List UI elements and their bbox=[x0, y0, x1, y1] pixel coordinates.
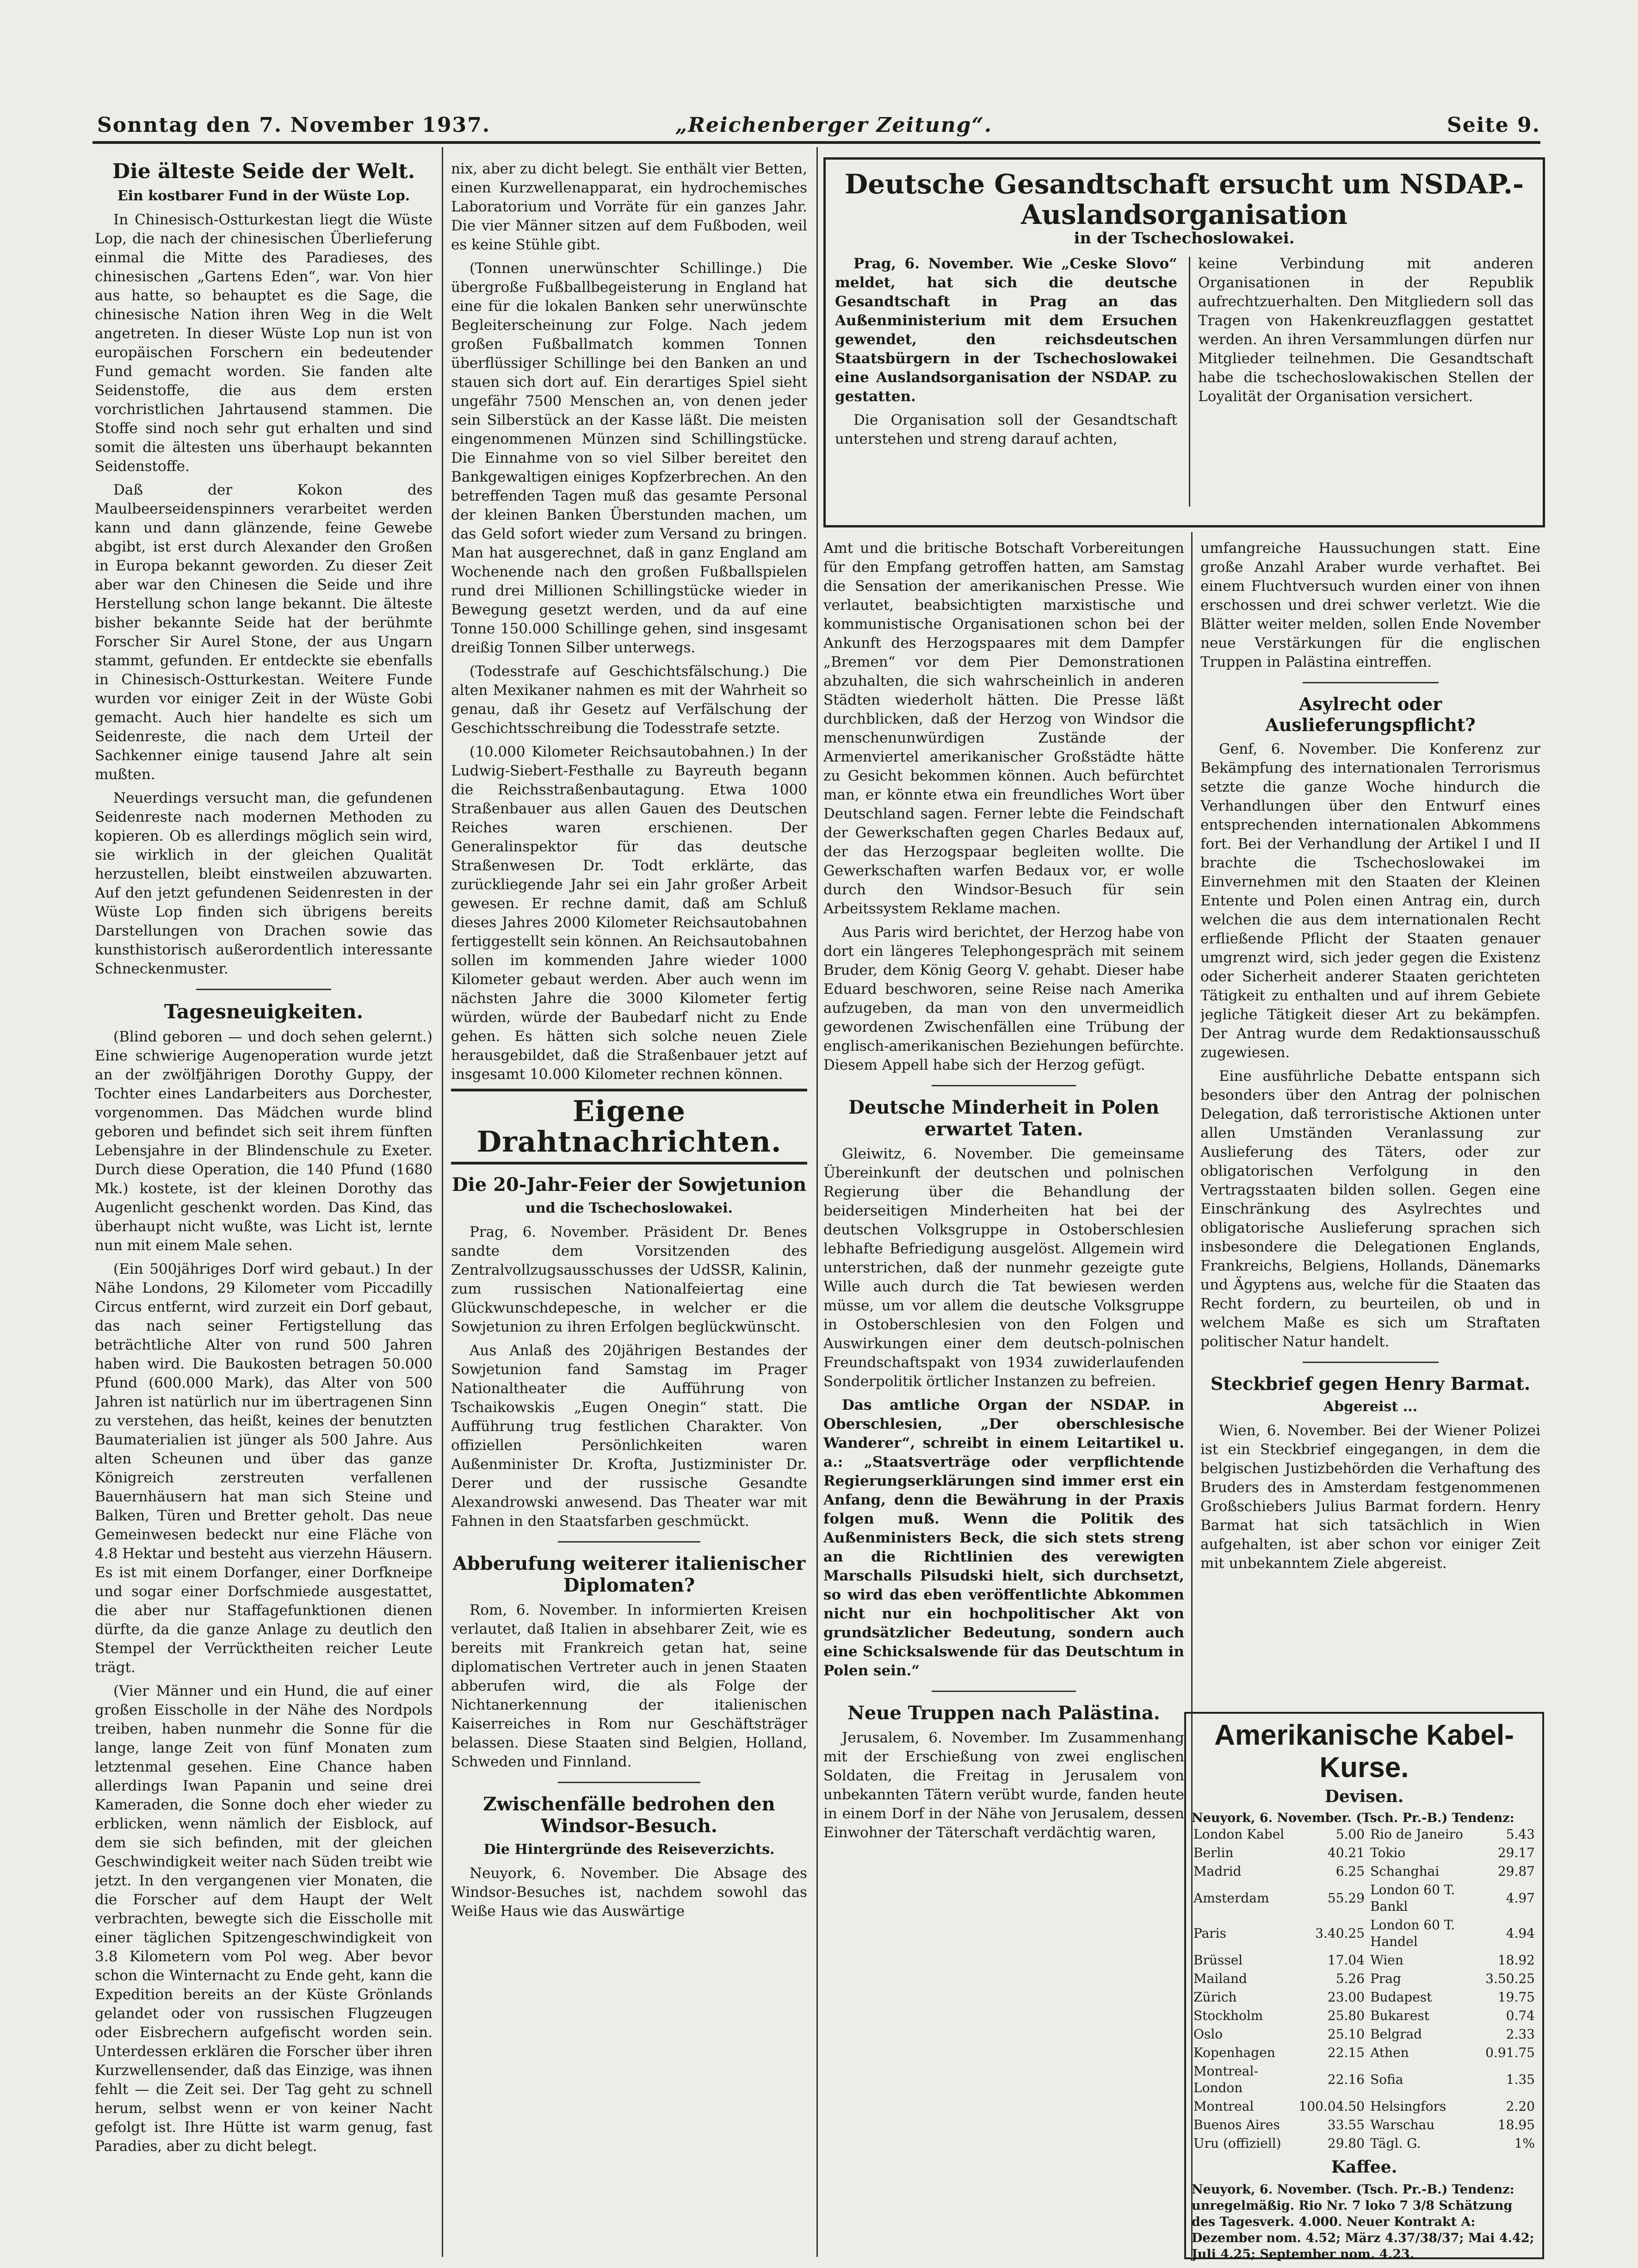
rates-label: Rio de Janeiro bbox=[1370, 1827, 1463, 1842]
header-paper-name: „Reichenberger Zeitung“. bbox=[675, 113, 993, 137]
rates-intro: Neuyork, 6. November. (Tsch. Pr.-B.) Tendenz: bbox=[1192, 1811, 1514, 1825]
article-subtitle: Abgereist ... bbox=[1323, 1399, 1418, 1415]
article-subtitle: und die Tschechoslowakei. bbox=[525, 1200, 733, 1216]
column-1 bbox=[95, 160, 433, 2256]
rates-label: Tokio bbox=[1370, 1845, 1406, 1860]
rates-label: Uru (offiziell) bbox=[1193, 2136, 1281, 2151]
article-paragraph: Das amtliche Organ der NSDAP. in Oberschlesien, „Der oberschlesische Wanderer“, schreibt in einem Leitartikel u. a.: „Staatsverträge oder verpflichtende Regierungserklärungen sind immer erst ein Anfang, denn die Bewährung in der Praxis folgen muß. Wenn die Politik des Außenministers Beck, die sich stets streng an die Richtlinien des verewigten Marschalls Pilsudski hielt, sich durchsetzt, so wird das eben veröffentlichte Abkommen nicht nur ein hochpolitischer Akt von grundsätzlicher Bedeutung, sondern auch eine Schicksalswende für das Deutschtum in Polen sein.“ bbox=[823, 1397, 1184, 1679]
rates-value: 0.91.75 bbox=[1485, 2045, 1535, 2060]
rates-value: 22.15 bbox=[1327, 2045, 1365, 2060]
rates-label: London 60 T. Handel bbox=[1370, 1917, 1455, 1949]
rates-label: Zürich bbox=[1193, 1989, 1237, 2005]
section-divider bbox=[1303, 682, 1439, 683]
rates-value: 25.80 bbox=[1327, 2008, 1365, 2023]
column-rule bbox=[442, 147, 443, 2257]
article-paragraph: umfangreiche Haussuchungen statt. Eine große Anzahl Araber wurde verhaftet. Bei einem Fluchtversuch wurden einer von ihnen erschossen und drei schwer verletzt. Wie die Blätter weiter melden, sollen Ende November neue Verstärkungen für die englischen Truppen in Palästina eintreffen. bbox=[1200, 540, 1540, 670]
coffee-text: Neuyork, 6. November. (Tsch. Pr.-B.) Tendenz: unregelmäßig. Rio Nr. 7 loko 7 3/8 Schätzung des Tagesverk. 4.000. Neuer Kontrakt A: Dezember nom. 4.52; März 4.37/38/37; Mai 4.42; Juli 4.25; September nom. 4.23. bbox=[1192, 2182, 1534, 2262]
news-item: (Tonnen unerwünschter Schillinge.) Die übergroße Fußballbegeisterung in England hat eine für die lokalen Banken sehr unerwünschte Begleiterscheinung zur Folge. Nach jedem großen Fußballmatch kommen Tonnen überflüssiger Schillinge bei den Banken an und stauen sich dort auf. Ein derartiges Spiel sieht ungefähr 7500 Menschen an, von denen jeder sein Silberstück an der Kasse läßt. Die meisten eingenommenen Münzen sind Schillingstücke. Die Einnahme von so viel Silber bereitet den Bankgewaltigen einiges Kopfzerbrechen. An den betreffenden Tagen muß das gesamte Personal der kleinen Banken Überstunden machen, um das Geld sofort wieder zum Versand zu bringen. Man hat ausgerechnet, daß in ganz England am Wochenende nach den großen Fußballspielen rund drei Millionen Schillingstücke wieder in Bewegung gesetzt werden, und da auf eine Tonne 150.000 Schillinge gehen, sind insgesamt dreißig Tonnen Silber unterwegs. bbox=[451, 260, 807, 656]
article-paragraph: Eine ausführliche Debatte entspann sich besonders über den Antrag der polnischen Delegation, daß terroristische Aktionen unter allen Umständen Veranlassung zur Auslieferung des Täters, oder zur obligatorischen Verfolgung in den Vertragsstaaten bilden sollen. Gegen eine Einschränkung des Asylrechtes und obligatorische Auslieferung sprachen sich insbesondere die Delegationen Englands, Frankreichs, Belgiens, Hollands, Dänemarks und Ägyptens aus, welche für die Staaten das Recht fordern, zu beurteilen, ob und in welchem Maße es sich um Straftaten politischer Natur handelt. bbox=[1200, 1068, 1540, 1350]
news-item: (Vier Männer und ein Hund, die auf einer großen Eisscholle in der Nähe des Nordpols treiben, haben nunmehr die Sonne für die lange, lange Zeit von fünf Monaten zum letztenmal gesehen. Eine Chance haben allerdings Iwan Papanin und seine drei Kameraden, die Sonne doch eher wieder zu erblicken, wenn nämlich der Eisblock, auf dem sie sich befinden, mit der gleichen Geschwindigkeit weiter nach Süden treibt wie jetzt. In den vergangenen vier Monaten, die die Forscher auf dem Haupt der Welt verbrachten, bewegte sich die Eisscholle mit einer täglichen Spitzengeschwindigkeit von 3.8 Kilometern vom Pol weg. Aber bevor schon die Winternacht zu Ende geht, kann die Expedition bereits an der Küste Grönlands gelandet oder von russischen Flugzeugen oder Eisbrechern aufgefischt worden sein. Unterdessen erklären die Forscher über ihren Kurzwellensender, daß das Einzige, was ihnen fehlt — die Zeit sei. Der Tag geht zu schnell herum, selbst wenn er von keiner Nacht gefolgt ist. Ihre Hütte ist warm genug, fast Paradies, aber zu dicht belegt. bbox=[95, 1683, 433, 2155]
coffee-subtitle: Kaffee. bbox=[1331, 2157, 1397, 2177]
rates-row bbox=[1191, 1951, 1538, 1970]
article-title: Neue Truppen nach Palästina. bbox=[847, 1702, 1160, 1724]
rates-value: 2.20 bbox=[1506, 2099, 1535, 2114]
rates-label: Kopenhagen bbox=[1193, 2045, 1275, 2060]
rates-title: Kurse. bbox=[1319, 1752, 1409, 1784]
rates-value: 3.40.25 bbox=[1315, 1926, 1365, 1941]
column-4 bbox=[1200, 539, 1540, 1710]
header-date: Sonntag den 7. November 1937. bbox=[97, 113, 491, 137]
featured-article-box bbox=[823, 157, 1545, 527]
section-divider bbox=[558, 1782, 700, 1783]
news-item: (10.000 Kilometer Reichsautobahnen.) In der Ludwig-Siebert-Festhalle zu Bayreuth begann die Reichsstraßenbautagung. Etwa 1000 Straßenbauer aus allen Gauen des Deutschen Reiches waren erschienen. Der Generalinspektor für das deutsche Straßenwesen Dr. Todt erklärte, das zurückliegende Jahr sei ein Jahr großer Arbeit gewesen. Er rechne damit, daß am Schluß dieses Jahres 2000 Kilometer Reichsautobahnen fertiggestellt sein können. An Reichsautobahnen sollen im kommenden Jahre wieder 1000 Kilometer gebaut werden. Aber auch wenn im nächsten Jahre die 3000 Kilometer fertig würden, würde der Baubedarf nicht zu Ende gehen. Es hätten sich solche neuen Ziele herausgebildet, daß die Straßenbauer jetzt auf insgesamt 10.000 Kilometer rechnen können. bbox=[451, 744, 807, 1083]
article-title: Asylrecht oder Auslieferungspflicht? bbox=[1265, 694, 1476, 735]
rates-label: Brüssel bbox=[1193, 1952, 1243, 1968]
rates-value: 0.74 bbox=[1506, 2008, 1535, 2023]
rates-value: 23.00 bbox=[1327, 1989, 1365, 2005]
rates-value: 25.10 bbox=[1327, 2026, 1365, 2042]
rates-value: 4.94 bbox=[1506, 1926, 1535, 1941]
exchange-rates-box bbox=[1184, 1712, 1544, 2262]
rates-label: Montreal bbox=[1193, 2099, 1254, 2114]
article-paragraph: Jerusalem, 6. November. Im Zusammenhang mit der Erschießung von zwei englischen Soldaten, die Freitag in Jerusalem von unbekannten Tätern verübt wurde, fanden heute in einem Dorf in der Nähe von Jerusalem, dessen Einwohner der Täterschaft verdächtig waren, bbox=[823, 1729, 1184, 1841]
rates-value: 29.17 bbox=[1497, 1845, 1535, 1860]
rates-value: 33.55 bbox=[1327, 2117, 1365, 2132]
rates-label: Oslo bbox=[1193, 2026, 1223, 2042]
rates-label: Prag bbox=[1370, 1971, 1401, 1986]
rates-value: 6.25 bbox=[1335, 1864, 1365, 1879]
rates-value: 19.75 bbox=[1497, 1989, 1535, 2005]
article-title: Zwischenfälle bedrohen den Windsor-Besuch. bbox=[483, 1793, 775, 1837]
rates-label: Berlin bbox=[1193, 1845, 1234, 1860]
rates-row bbox=[1191, 2134, 1538, 2153]
column-2 bbox=[451, 160, 807, 2256]
article-title: Die 20-Jahr-Feier der Sowjetunion bbox=[451, 1174, 807, 1196]
article-paragraph: In Chinesisch-Ostturkestan liegt die Wüste Lop, die nach der chinesischen Überlieferung einmal die Mitte des Paradieses, des chinesischen „Gartens Eden“, war. Von hier aus hatte, so behauptet es die Sage, die chinesische Nation ihren Weg in die Welt angetreten. In dieser Wüste Lop nun ist von europäischen Forschern ein bedeutender Fund gemacht worden. Sie fanden alte Seidenstoffe, die aus dem ersten vorchristlichen Jahrtausend stammen. Die Stoffe sind noch sehr gut erhalten und sind somit die ältesten uns überhaupt bekannten Seidenstoffe. bbox=[95, 211, 433, 475]
article-paragraph: Neuyork, 6. November. Die Absage des Windsor-Besuches ist, nachdem sowohl das Weiße Haus wie das Auswärtige bbox=[451, 1865, 807, 1920]
rates-row bbox=[1191, 1862, 1538, 1881]
rates-title: Amerikanische Kabel- bbox=[1214, 1719, 1514, 1751]
article-paragraph: Gleiwitz, 6. November. Die gemeinsame Übereinkunft der deutschen und polnischen Regierung über die Behandlung der beiderseitigen Minderheiten hat bei der deutschen Volksgruppe in Ostoberschlesien lebhafte Befriedigung ausgelöst. Allgemein wird unterstrichen, daß der nunmehr gezeigte gute Wille auch durch die Tat bewiesen werden müsse, um vor allem die deutsche Volksgruppe in Ostoberschlesien von den Folgen und Auswirkungen einer dem deutsch-polnischen Freundschaftspakt von 1934 zuwiderlaufenden Sonderpolitik örtlicher Instanzen zu befreien. bbox=[823, 1146, 1184, 1390]
rates-label: Amsterdam bbox=[1193, 1890, 1269, 1906]
article-paragraph: Aus Paris wird berichtet, der Herzog habe von dort ein längeres Telephongespräch mit seinem Bruder, dem König Georg V. gehabt. Dieser habe Eduard beschworen, seine Reise nach Amerika aufzugeben, da man von den unvermeidlich gewordenen Zwischenfällen eine Trübung der englisch-amerikanischen Beziehungen befürchte. Diesem Appell habe sich der Herzog gefügt. bbox=[823, 924, 1184, 1073]
header-rule bbox=[93, 141, 1540, 144]
rates-row bbox=[1191, 1825, 1538, 1844]
news-item: (Blind geboren — und doch sehen gelernt.) Eine schwierige Augenoperation wurde jetzt an der zwölfjährigen Dorothy Guppy, der Tochter eines Landarbeiters aus Dorchester, vorgenommen. Das Mädchen wurde blind geboren und befindet sich seit ihrem fünften Lebensjahre in der Blindenschule zu Exeter. Durch diese Operation, die 140 Pfund (1680 Mk.) kostete, ist der kleinen Dorothy das Augenlicht geschenkt worden. Das Kind, das überhaupt nicht wußte, was Licht ist, lernte nun mit einem Male sehen. bbox=[95, 1029, 433, 1254]
article-paragraph: Wien, 6. November. Bei der Wiener Polizei ist ein Steckbrief eingegangen, in dem die belgischen Justizbehörden die Verhaftung des Bruders des in Amsterdam festgenommenen Großschiebers Julius Barmat fordern. Henry Barmat hat sich tatsächlich in Wien aufgehalten, ist aber schon vor einiger Zeit mit unbekanntem Ziele abgereist. bbox=[1200, 1422, 1540, 1572]
article-title: Deutsche Minderheit in Polen erwartet Taten. bbox=[848, 1097, 1159, 1140]
rates-value: 1% bbox=[1514, 2136, 1535, 2151]
rates-row bbox=[1191, 1988, 1538, 2007]
article-paragraph: Prag, 6. November. Präsident Dr. Benes sandte dem Vorsitzenden des Zentralvollzugsausschusses der UdSSR, Kalinin, zum russischen Nationalfeiertag eine Glückwunschdepesche, in welcher er die Sowjetunion zu ihren Erfolgen beglückwünscht. bbox=[451, 1224, 807, 1335]
rates-subtitle: Devisen. bbox=[1324, 1787, 1404, 1806]
article-paragraph: Genf, 6. November. Die Konferenz zur Bekämpfung des internationalen Terrorismus setzte die ganze Woche hindurch die Verhandlungen über den Entwurf eines entsprechenden internationalen Abkommens fort. Bei der Verhandlung der Artikel I und II brachte die Tschechoslowakei im Einvernehmen mit den Staaten der Kleinen Entente und Polen einen Antrag ein, durch welchen die aus dem internationalen Recht erfließende Pflicht der Staaten genauer umgrenzt wird, sich jeder gegen die Existenz oder Sicherheit anderer Staaten gerichteten Tätigkeit zu enthalten und auf ihrem Gebiete jegliche Tätigkeit dieser Art zu bekämpfen. Der Antrag wurde dem Redaktionsausschuß zugewiesen. bbox=[1200, 741, 1540, 1061]
rates-row bbox=[1191, 2025, 1538, 2044]
rates-value: 5.26 bbox=[1335, 1971, 1365, 1986]
article-title: Die älteste Seide der Welt. bbox=[112, 160, 415, 183]
rates-value: 100.04.50 bbox=[1298, 2099, 1365, 2114]
article-title: Abberufung weiterer italienischer Diplomaten? bbox=[452, 1553, 806, 1596]
rates-value: 18.95 bbox=[1497, 2117, 1535, 2132]
rates-label: Belgrad bbox=[1370, 2026, 1422, 2042]
rates-label: London 60 T. Bankl bbox=[1370, 1882, 1455, 1914]
rates-label: Bukarest bbox=[1370, 2008, 1429, 2023]
column-rule bbox=[1189, 257, 1190, 507]
section-divider bbox=[1303, 1362, 1439, 1363]
rates-label: Schanghai bbox=[1370, 1864, 1440, 1879]
rates-value: 22.16 bbox=[1327, 2072, 1365, 2087]
page-header bbox=[97, 113, 1540, 141]
rates-row bbox=[1191, 2116, 1538, 2134]
rates-value: 40.21 bbox=[1327, 1845, 1365, 1860]
rates-value: 2.33 bbox=[1506, 2026, 1535, 2042]
rates-row bbox=[1191, 2044, 1538, 2062]
rates-value: 18.92 bbox=[1497, 1952, 1535, 1968]
article-subtitle: Die Hintergründe des Reiseverzichts. bbox=[483, 1841, 775, 1858]
rates-value: 5.00 bbox=[1335, 1827, 1365, 1842]
rates-label: Stockholm bbox=[1193, 2008, 1263, 2023]
article-title: Steckbrief gegen Henry Barmat. bbox=[1210, 1373, 1531, 1394]
column-3 bbox=[823, 539, 1184, 2256]
rates-label: Mailand bbox=[1193, 1971, 1247, 1986]
article-paragraph: Rom, 6. November. In informierten Kreisen verlautet, daß Italien in absehbarer Zeit, wie es bereits mit Frankreich getan hat, seine diplomatischen Vertreter auch in jenen Staaten abberufen wird, die als Folge der Nichtanerkennung der italienischen Kaiserreiches in Rom nur Geschäftsträger belassen. Diese Staaten sind Belgien, Holland, Schweden und Finnland. bbox=[451, 1602, 807, 1770]
header-page-number: Seite 9. bbox=[1446, 113, 1540, 137]
article-paragraph: Prag, 6. November. Wie „Ceske Slovo“ meldet, hat sich die deutsche Gesandtschaft in Prag an das Außenministerium mit dem Ersuchen gewendet, den reichsdeutschen Staatsbürgern in der Tschechoslowakei eine Auslandsorganisation der NSDAP. zu gestatten. bbox=[835, 255, 1177, 405]
featured-subtitle: in der Tschechoslowakei. bbox=[1074, 229, 1295, 248]
rates-table-wrap bbox=[1186, 1825, 1542, 2153]
rates-label: Wien bbox=[1370, 1952, 1403, 1968]
section-divider bbox=[932, 1085, 1076, 1086]
rates-label: Madrid bbox=[1193, 1864, 1242, 1879]
rates-value: 4.97 bbox=[1506, 1890, 1535, 1906]
article-paragraph: Daß der Kokon des Maulbeerseidenspinners verarbeitet werden kann und dann glänzende, feine Gewebe abgibt, ist erst durch Alexander den Großen in Europa bekannt geworden. Zu dieser Zeit aber war den Chinesen die Seide und ihre Herstellung schon lange bekannt. Die älteste bisher bekannte Seide hat der berühmte Forscher Sir Aurel Stone, der aus Ungarn stammt, gefunden. Er entdeckte sie ebenfalls in Chinesisch-Ostturkestan. Weitere Funde wurden vor einiger Zeit in der Wüste Gobi gemacht. Auch hier handelte es sich um Seidenreste, die nach dem Urteil der Sachkenner einige tausend Jahre alt sein mußten. bbox=[95, 482, 433, 783]
rates-value: 55.29 bbox=[1327, 1890, 1365, 1906]
section-divider bbox=[932, 1691, 1076, 1692]
rates-table bbox=[1191, 1825, 1538, 2153]
rates-row bbox=[1191, 2097, 1538, 2116]
rates-label: Warschau bbox=[1370, 2117, 1435, 2132]
featured-title: Deutsche Gesandtschaft ersucht um NSDAP.-Auslandsorganisation bbox=[844, 168, 1524, 230]
rates-row bbox=[1191, 1916, 1538, 1951]
rates-value: 17.04 bbox=[1327, 1952, 1365, 1968]
section-title: Tagesneuigkeiten. bbox=[164, 1000, 364, 1023]
rates-label: London Kabel bbox=[1193, 1827, 1285, 1842]
article-paragraph: Neuerdings versucht man, die gefundenen Seidenreste nach modernen Methoden zu kopieren. Ob es allerdings möglich sein wird, sie wirklich in der gleichen Qualität herzustellen, bleibt einstweilen abzuwarten. Auf den jetzt gefundenen Seidenresten in der Wüste Lop finden sich übrigens bereits Darstellungen von Drachen sowie das kunsthistorisch außerordentlich interessante Schneckenmuster. bbox=[95, 790, 433, 977]
rates-value: 29.87 bbox=[1497, 1864, 1535, 1879]
rates-value: 29.80 bbox=[1327, 2136, 1365, 2151]
rates-label: Athen bbox=[1370, 2045, 1409, 2060]
featured-left bbox=[835, 254, 1177, 518]
section-divider bbox=[558, 1541, 700, 1543]
rates-label: Sofia bbox=[1370, 2072, 1403, 2087]
featured-right bbox=[1198, 254, 1533, 518]
rates-label: Tägl. G. bbox=[1370, 2136, 1421, 2151]
rates-label: Buenos Aires bbox=[1193, 2117, 1280, 2132]
news-item: (Ein 500jähriges Dorf wird gebaut.) In der Nähe Londons, 29 Kilometer vom Piccadilly Circus entfernt, wird zurzeit ein Dorf gebaut, das nach seiner Fertigstellung das beträchtliche Alter von rund 500 Jahren haben wird. Die Baukosten betragen 50.000 Pfund (600.000 Mark), das Alter von 500 Jahren ist natürlich nur im übertragenen Sinn zu verstehen, das heißt, keines der benutzten Baumaterialien ist jünger als 500 Jahre. Aus alten Scheunen und über das ganze Königreich zerstreuten verfallenen Bauernhäusern hat man sich Steine und Balken, Türen und Bretter geholt. Das neue Gemeinwesen bedeckt nur eine Fläche von 4.8 Hektar und besteht aus vierzehn Häusern. Es ist mit einem Dorfanger, einer Dorfkneipe und sogar einer Dorfschmiede ausgestattet, die aber nur Staffagefunktionen dienen dürfte, da die ganze Anlage zu deutlich den Stempel der Verrücktheiten reicher Leute trägt. bbox=[95, 1261, 433, 1676]
article-paragraph: Amt und die britische Botschaft Vorbereitungen für den Empfang getroffen hatten, am Samstag die Sensation der amerikanischen Presse. Wie verlautet, beabsichtigten marxistische und kommunistische Organisationen schon bei der Ankunft des Herzogspaares mit dem Dampfer „Bremen“ vor dem Pier Demonstrationen abzuhalten, die sich wahrscheinlich in anderen Städten wiederholt hätten. Die Presse läßt durchblicken, daß der Herzog von Windsor die menschenunwürdigen Zustände der Armenviertel amerikanischer Großstädte hätte zu Gesicht bekommen können. Auch befürchtet man, er könnte etwa ein freundliches Wort über Deutschland sagen. Ferner lebte die Feindschaft der Gewerkschaften gegen Charles Bedaux auf, der das Herzogspaar begleiten wollte. Die Gewerkschaften warfen Bedaux vor, er wolle durch den Windsor-Besuch für sein Arbeitssystem Reklame machen. bbox=[823, 540, 1184, 917]
rates-label: Paris bbox=[1193, 1926, 1226, 1941]
rates-row bbox=[1191, 1881, 1538, 1916]
column-rule bbox=[816, 147, 818, 2257]
article-subtitle: Ein kostbarer Fund in der Wüste Lop. bbox=[117, 188, 410, 204]
rates-label: Budapest bbox=[1370, 1989, 1432, 2005]
article-paragraph: Die Organisation soll der Gesandtschaft unterstehen und streng darauf achten, bbox=[835, 412, 1177, 447]
article-paragraph: Aus Anlaß des 20jährigen Bestandes der Sowjetunion fand Samstag im Prager Nationaltheater die Aufführung von Tschaikowskis „Eugen Onegin“ statt. Die Aufführung trug festlichen Charakter. Von offiziellen Persönlichkeiten waren Außenminister Dr. Krofta, Justizminister Dr. Derer und der russische Gesandte Alexandrowski anwesend. Das Theater war mit Fahnen in den Staatsfarben geschmückt. bbox=[451, 1342, 807, 1530]
article-paragraph: nix, aber zu dicht belegt. Sie enthält vier Betten, einen Kurzwellenapparat, ein hydrochemisches Laboratorium und Vorräte für ein ganzes Jahr. Die vier Männer sitzen auf dem Fußboden, weil es keine Stühle gibt. bbox=[451, 161, 807, 253]
rates-row bbox=[1191, 2062, 1538, 2097]
rates-row bbox=[1191, 1844, 1538, 1862]
rates-value: 3.50.25 bbox=[1485, 1971, 1535, 1986]
rates-label: Montreal-London bbox=[1193, 2064, 1258, 2095]
rates-value: 5.43 bbox=[1506, 1827, 1535, 1842]
section-banner: Eigene Drahtnachrichten. bbox=[451, 1089, 807, 1165]
rates-value: 1.35 bbox=[1506, 2072, 1535, 2087]
rates-row bbox=[1191, 2007, 1538, 2025]
rates-row bbox=[1191, 1970, 1538, 1988]
news-item: (Todesstrafe auf Geschichtsfälschung.) Die alten Mexikaner nahmen es mit der Wahrheit so genau, daß ihr Gesetz auf Verfälschung der Geschichtsschreibung die Todesstrafe setzte. bbox=[451, 663, 807, 737]
article-paragraph: keine Verbindung mit anderen Organisationen in der Republik aufrechtzuerhalten. Den Mitgliedern soll das Tragen von Hakenkreuzflaggen gestattet werden. An ihren Versammlungen dürfen nur Mitglieder teilnehmen. Die Gesandtschaft habe die tschechoslowakischen Stellen der Loyalität der Organisation versichert. bbox=[1198, 255, 1533, 405]
rates-label: Helsingfors bbox=[1370, 2099, 1446, 2114]
section-divider bbox=[196, 989, 331, 990]
